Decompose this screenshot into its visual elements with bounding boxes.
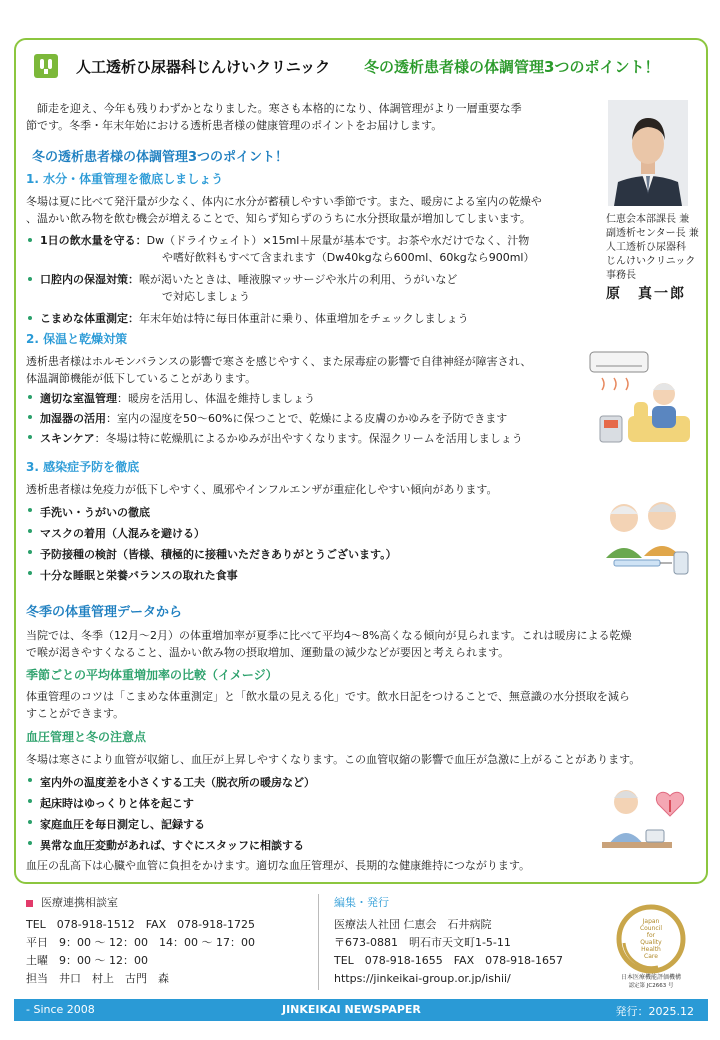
footer-divider xyxy=(318,894,319,990)
list-item: 口腔内の保湿対策：喉が渇いたときは、唾液腺マッサージや氷片の利用、うがいなど で対応しましょう xyxy=(26,271,534,305)
section2-list xyxy=(26,389,523,449)
list-item: 予防接種の検討（皆様、積極的に接種いただきありがとうございます。） xyxy=(26,544,397,565)
footer-publisher xyxy=(334,894,563,988)
section1-list xyxy=(26,232,534,327)
footer-line: 医療法人社団 仁恵会 石井病院 xyxy=(334,918,492,931)
author-role: 事務長 xyxy=(606,270,636,281)
svg-text:Quality: Quality xyxy=(640,939,662,946)
footer-line: 〒673-0881 明石市天文町1-5-11 xyxy=(334,936,511,949)
intro-text: 師走を迎え、今年も残りわずかとなりました。寒さも本格的になり、体調管理がより一層重要な季 節です。冬季・年末年始における透析患者様の健康管理のポイントをお届けします。 xyxy=(26,102,522,132)
bp-list xyxy=(26,772,315,856)
list-item: 異常な血圧変動があれば、すぐにスタッフに相談する xyxy=(26,835,315,856)
author-role: 人工透析ひ尿器科 xyxy=(606,242,686,253)
list-item: 十分な睡眠と栄養バランスの取れた食事 xyxy=(26,565,397,586)
points-title: 冬の透析患者様の体調管理3つのポイント！ xyxy=(32,150,289,165)
section3-title: 3. 感染症予防を徹底 xyxy=(26,460,140,474)
footer-contact xyxy=(26,894,255,988)
since-label: - Since 2008 xyxy=(26,1003,95,1016)
svg-text:Health: Health xyxy=(641,946,661,953)
heater-illustration-icon xyxy=(588,350,692,452)
page-title: 冬の透析患者様の体調管理3つのポイント！ xyxy=(364,58,660,76)
list-item: 家庭血圧を毎日測定し、記録する xyxy=(26,814,315,835)
list-item: 室内外の温度差を小さくする工夫（脱衣所の暖房など） xyxy=(26,772,315,793)
section1-body: 冬場は夏に比べて発汗量が少なく、体内に水分が蓄積しやすい季節です。また、暖房による室内の乾燥や 、温かい飲み物を飲む機会が増えることで、知らず知らずのうちに水分摂取量が増加してしまいます。 xyxy=(26,195,542,225)
footer-line: 土曜 9：00 ～ 12：00 xyxy=(26,954,148,967)
blood-pressure-illustration-icon xyxy=(596,786,696,860)
author-role: 副透析センター長 兼 xyxy=(606,228,699,239)
footer-left-heading: 医療連携相談室 xyxy=(26,894,255,912)
section1-title: 1. 水分・体重管理を徹底しましょう xyxy=(26,172,224,186)
quality-certification-seal-icon xyxy=(612,903,690,993)
issue-date: 発行：2025.12 xyxy=(615,1005,694,1018)
list-item: 手洗い・うがいの徹底 xyxy=(26,502,397,523)
svg-text:Japan: Japan xyxy=(642,918,660,925)
list-item: 適切な室温管理：暖房を活用し、体温を維持しましょう xyxy=(26,389,523,409)
website-link[interactable]: https://jinkeikai-group.or.jp/ishii/ xyxy=(334,972,511,985)
list-item: 1日の飲水量を守る：Dw（ドライウェイト）×15ml＋尿量が基本です。お茶や水だけでなく、汁物 や嗜好飲料もすべて含まれます（Dw40kgなら600ml、60kgなら900ml） xyxy=(26,232,534,266)
list-item: マスクの着用（人混みを避ける） xyxy=(26,523,397,544)
author-photo xyxy=(608,100,688,206)
svg-text:for: for xyxy=(646,932,656,939)
weight-data-title: 冬季の体重管理データから xyxy=(26,605,183,620)
bp-title: 血圧管理と冬の注意点 xyxy=(26,730,147,744)
newspaper-name: JINKEIKAI NEWSPAPER xyxy=(282,1003,421,1016)
bp-closing: 血圧の乱高下は心臓や血管に負担をかけます。適切な血圧管理が、長期的な健康維持につながります。 xyxy=(26,859,531,872)
footer-bar xyxy=(14,999,708,1021)
seasonal-body: 体重管理のコツは「こまめな体重測定」と「飲水量の見える化」です。飲水日記をつけることで、無意識の水分摂取を減ら すことができます。 xyxy=(26,690,630,720)
bp-body: 冬場は寒さにより血管が収縮し、血圧が上昇しやすくなります。この血管収縮の影響で血圧が急激に上がることがあります。 xyxy=(26,753,641,766)
author-name: 原 真一郎 xyxy=(606,286,686,302)
footer-line: TEL 078-918-1512 FAX 078-918-1725 xyxy=(26,918,256,931)
section3-list xyxy=(26,502,397,586)
list-item: 加湿器の活用：室内の湿度を50〜60%に保つことで、乾燥による皮膚のかゆみを予防できます xyxy=(26,409,523,429)
section2-body: 透析患者様はホルモンバランスの影響で寒さを感じやすく、また尿毒症の影響で自律神経が障害され、 体温調節機能が低下していることがあります。 xyxy=(26,355,532,385)
section2-title: 2. 保温と乾燥対策 xyxy=(26,332,128,346)
list-item: スキンケア：冬場は特に乾燥肌によるかゆみが出やすくなります。保湿クリームを活用しましょう xyxy=(26,429,523,449)
footer-line: 担当 井口 村上 古門 森 xyxy=(26,972,169,985)
footer-right-heading: 編集・発行 xyxy=(334,896,389,909)
weight-data-body: 当院では、冬季（12月〜2月）の体重増加率が夏季に比べて平均4〜8%高くなる傾向が見られます。これは暖房による乾燥 で喉が渇きやすくなること、温かい飲み物の摂取増加、運動量の減少などが要因と考えられます。 xyxy=(26,629,632,659)
header xyxy=(34,52,694,82)
svg-text:認定第 JC2663 号: 認定第 JC2663 号 xyxy=(628,983,674,989)
clinic-name: 人工透析ひ尿器科じんけいクリニック xyxy=(76,58,331,76)
footer-line: 平日 9：00 ～ 12：00 14：00 ～ 17：00 xyxy=(26,936,255,949)
vaccine-illustration-icon xyxy=(600,496,696,584)
seasonal-title: 季節ごとの平均体重増加率の比較（イメージ） xyxy=(26,668,278,682)
list-item: こまめな体重測定：年末年始は特に毎日体重計に乗り、体重増加をチェックしましょう xyxy=(26,310,534,327)
clinic-logo-icon xyxy=(34,54,58,78)
svg-text:日本医療機能評価機構: 日本医療機能評価機構 xyxy=(620,974,682,981)
list-item: 起床時はゆっくりと体を起こす xyxy=(26,793,315,814)
svg-text:Council: Council xyxy=(639,925,663,932)
author-info xyxy=(606,213,702,301)
author-role: じんけいクリニック xyxy=(606,256,696,267)
footer-line: TEL 078-918-1655 FAX 078-918-1657 xyxy=(334,954,564,967)
author-role: 仁恵会本部課長 兼 xyxy=(606,214,690,225)
section3-body: 透析患者様は免疫力が低下しやすく、風邪やインフルエンザが重症化しやすい傾向があります。 xyxy=(26,483,498,496)
svg-text:Care: Care xyxy=(644,953,658,960)
